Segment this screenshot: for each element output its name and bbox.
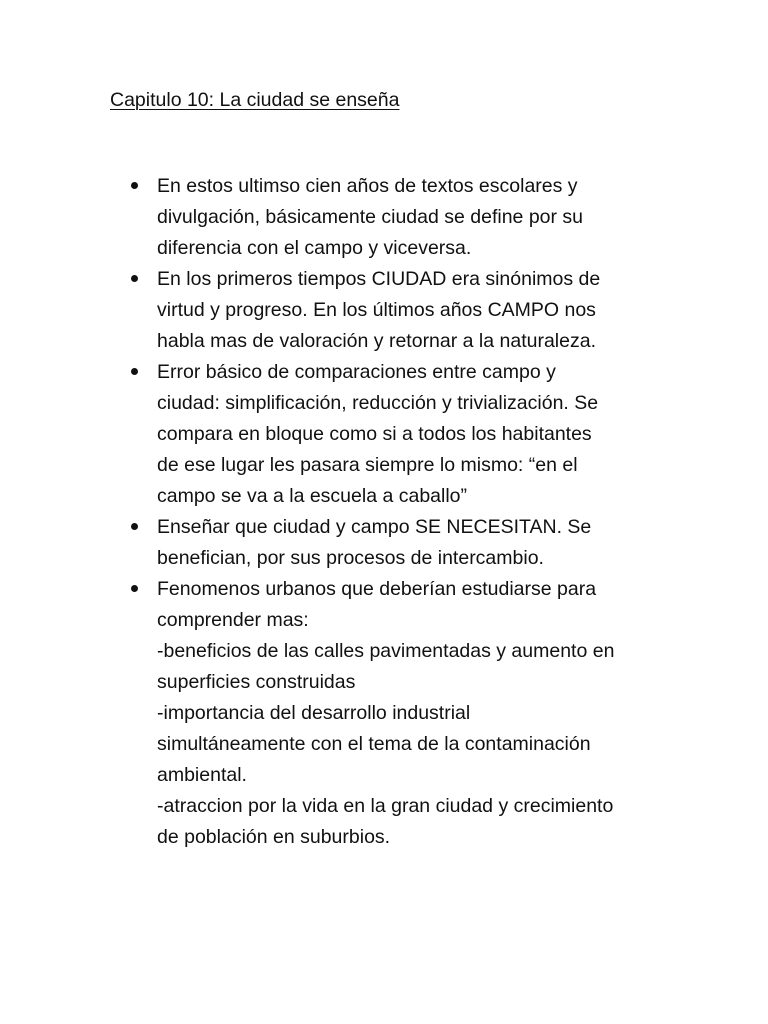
bullet-text-line: de ese lugar les pasara siempre lo mismo: “en el [157, 454, 578, 476]
bullet-text-line: ciudad: simplificación, reducción y trivialización. Se [157, 392, 599, 414]
chapter-title: Capitulo 10: La ciudad se enseña [110, 89, 400, 111]
bullet-text-line: -atraccion por la vida en la gran ciudad y crecimiento [157, 795, 614, 817]
bullet-text-line: diferencia con el campo y viceversa. [157, 237, 472, 259]
bullet-text-line: Error básico de comparaciones entre campo y [157, 361, 556, 383]
bullet-text-line: superficies construidas [157, 671, 356, 693]
bullet-text-line: campo se va a la escuela a caballo” [157, 485, 468, 507]
bullet-item [157, 171, 677, 264]
bullet-text-line: compara en bloque como si a todos los habitantes [157, 423, 592, 445]
bullet-text-line: En los primeros tiempos CIUDAD era sinónimos de [157, 268, 601, 290]
bullet-text-line: de población en suburbios. [157, 826, 391, 848]
bullet-dot-icon [131, 368, 138, 375]
bullet-text-line: benefician, por sus procesos de intercambio. [157, 547, 544, 569]
bullet-text-line: divulgación, básicamente ciudad se define por su [157, 206, 584, 228]
bullet-text-line: ambiental. [157, 764, 247, 786]
bullet-dot-icon [131, 523, 138, 530]
bullet-text-line: En estos ultimso cien años de textos escolares y [157, 175, 578, 197]
bullet-text-line: comprender mas: [157, 609, 309, 631]
bullet-text-line: Fenomenos urbanos que deberían estudiarse para [157, 578, 597, 600]
bullet-dot-icon [131, 585, 138, 592]
bullet-text-line: -beneficios de las calles pavimentadas y aumento en [157, 640, 615, 662]
bullet-item [157, 264, 677, 357]
bullet-dot-icon [131, 275, 138, 282]
bullet-text-line: habla mas de valoración y retornar a la naturaleza. [157, 330, 596, 352]
bullet-text-line: virtud y progreso. En los últimos años CAMPO nos [157, 299, 596, 321]
bullet-item [157, 574, 677, 853]
bullet-text-line: -importancia del desarrollo industrial [157, 702, 471, 724]
bullet-text-line: simultáneamente con el tema de la contaminación [157, 733, 591, 755]
bullet-dot-icon [131, 182, 138, 189]
bullet-text-line: Enseñar que ciudad y campo SE NECESITAN. Se [157, 516, 592, 538]
bullet-item [157, 512, 677, 574]
bullet-list [157, 171, 677, 853]
bullet-item [157, 357, 677, 512]
